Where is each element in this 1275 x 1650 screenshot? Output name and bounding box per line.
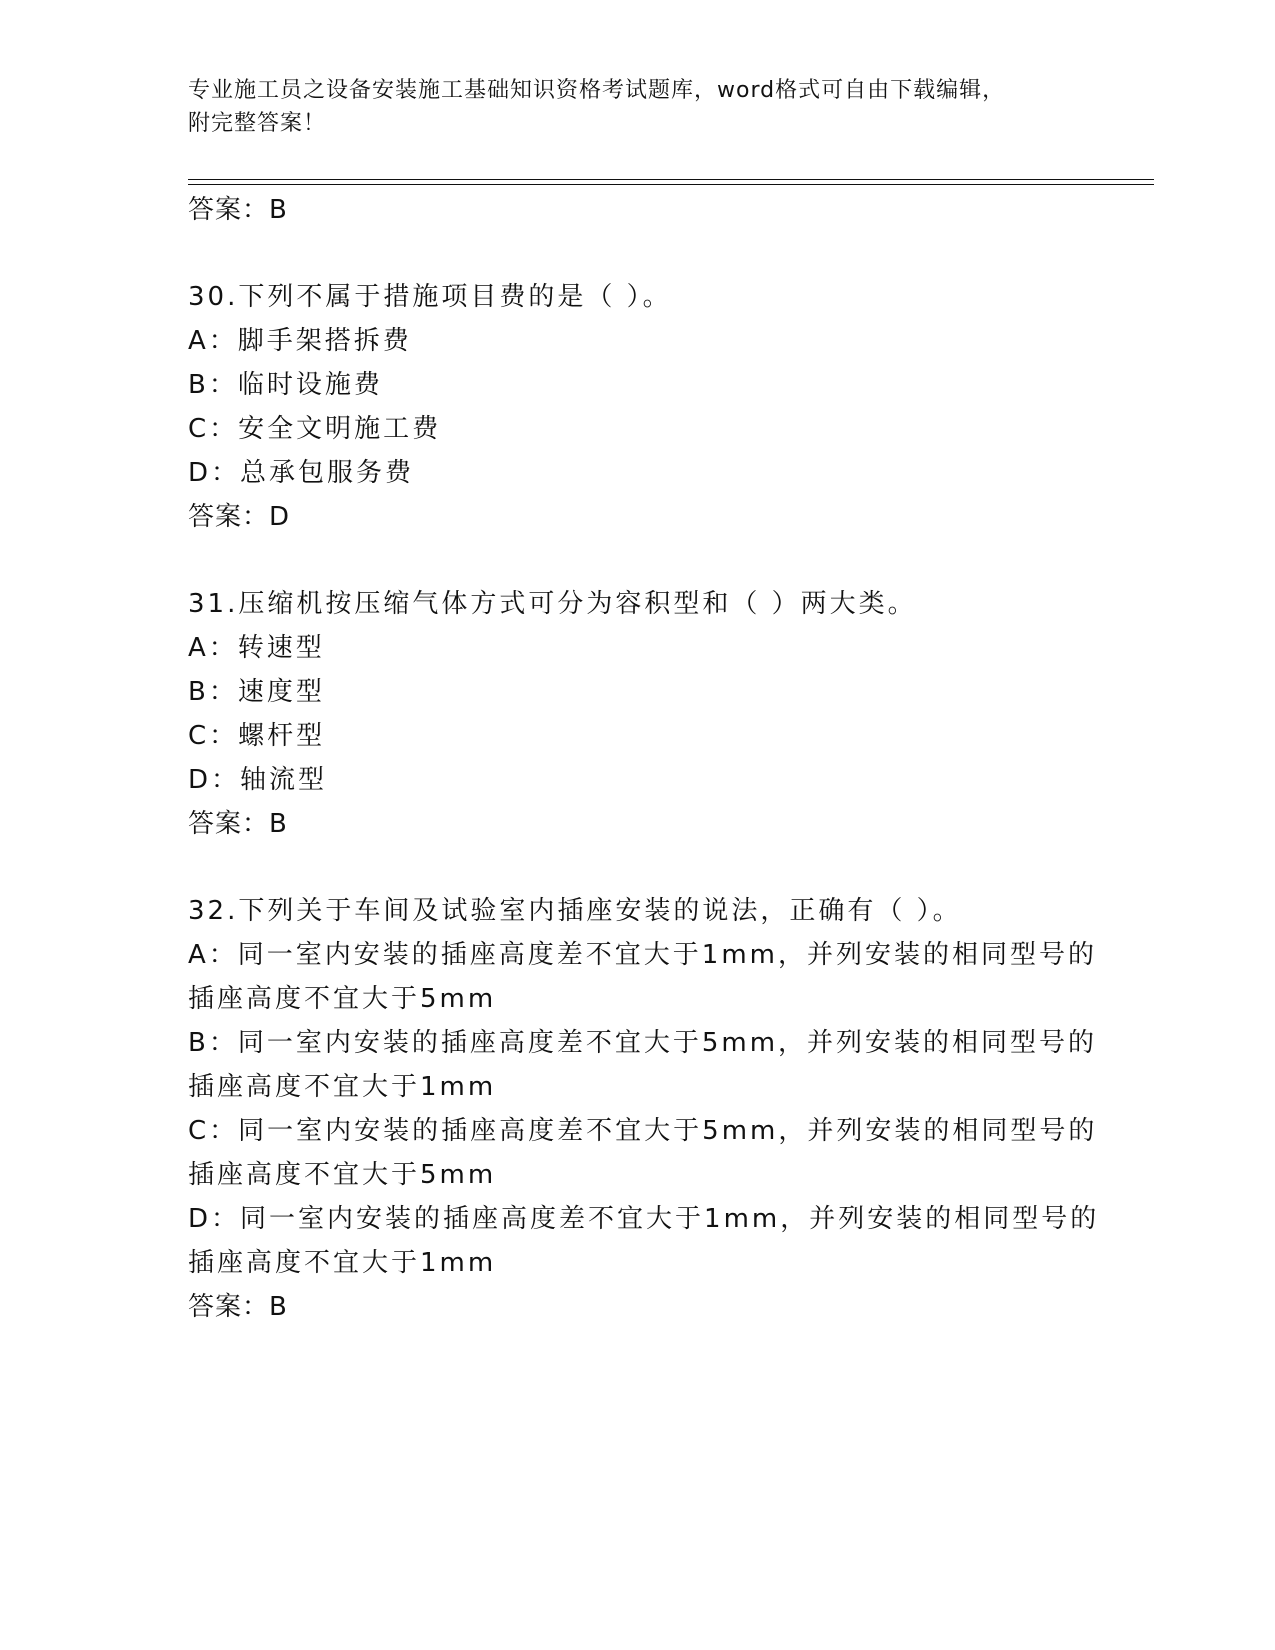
option-c: C：安全文明施工费 <box>188 414 442 444</box>
option-d-line-1: D：同一室内安装的插座高度差不宜大于1mm，并列安装的相同型号的 <box>188 1204 1100 1234</box>
answer: 答案：B <box>188 1292 288 1322</box>
option-a-line-2: 插座高度不宜大于5mm <box>188 984 497 1014</box>
previous-answer: 答案：B <box>188 195 288 225</box>
option-d: D：总承包服务费 <box>188 458 415 488</box>
option-c-line-1: C：同一室内安装的插座高度差不宜大于5mm，并列安装的相同型号的 <box>188 1116 1098 1146</box>
header-line-2: 附完整答案！ <box>188 111 327 136</box>
option-b: B：速度型 <box>188 677 325 707</box>
question-stem: 32.下列关于车间及试验室内插座安装的说法，正确有（ ）。 <box>188 896 962 926</box>
option-a: A：转速型 <box>188 633 325 663</box>
document-header <box>188 74 1088 140</box>
question-stem: 30.下列不属于措施项目费的是（ ）。 <box>188 282 672 312</box>
option-b-line-1: B：同一室内安装的插座高度差不宜大于5mm，并列安装的相同型号的 <box>188 1028 1098 1058</box>
option-c-line-2: 插座高度不宜大于5mm <box>188 1160 497 1190</box>
question-stem: 31.压缩机按压缩气体方式可分为容积型和（ ）两大类。 <box>188 589 917 619</box>
option-d-line-2: 插座高度不宜大于1mm <box>188 1248 497 1278</box>
option-a-line-1: A：同一室内安装的插座高度差不宜大于1mm，并列安装的相同型号的 <box>188 940 1097 970</box>
option-c: C：螺杆型 <box>188 721 326 751</box>
header-divider-thin <box>188 184 1154 185</box>
header-divider-thick <box>188 179 1154 180</box>
answer: 答案：D <box>188 502 291 532</box>
option-d: D：轴流型 <box>188 765 328 795</box>
option-b: B：临时设施费 <box>188 370 383 400</box>
header-line-1: 专业施工员之设备安装施工基础知识资格考试题库，word格式可自由下载编辑， <box>188 78 1006 103</box>
option-b-line-2: 插座高度不宜大于1mm <box>188 1072 497 1102</box>
option-a: A：脚手架搭拆费 <box>188 326 412 356</box>
answer: 答案：B <box>188 809 288 839</box>
